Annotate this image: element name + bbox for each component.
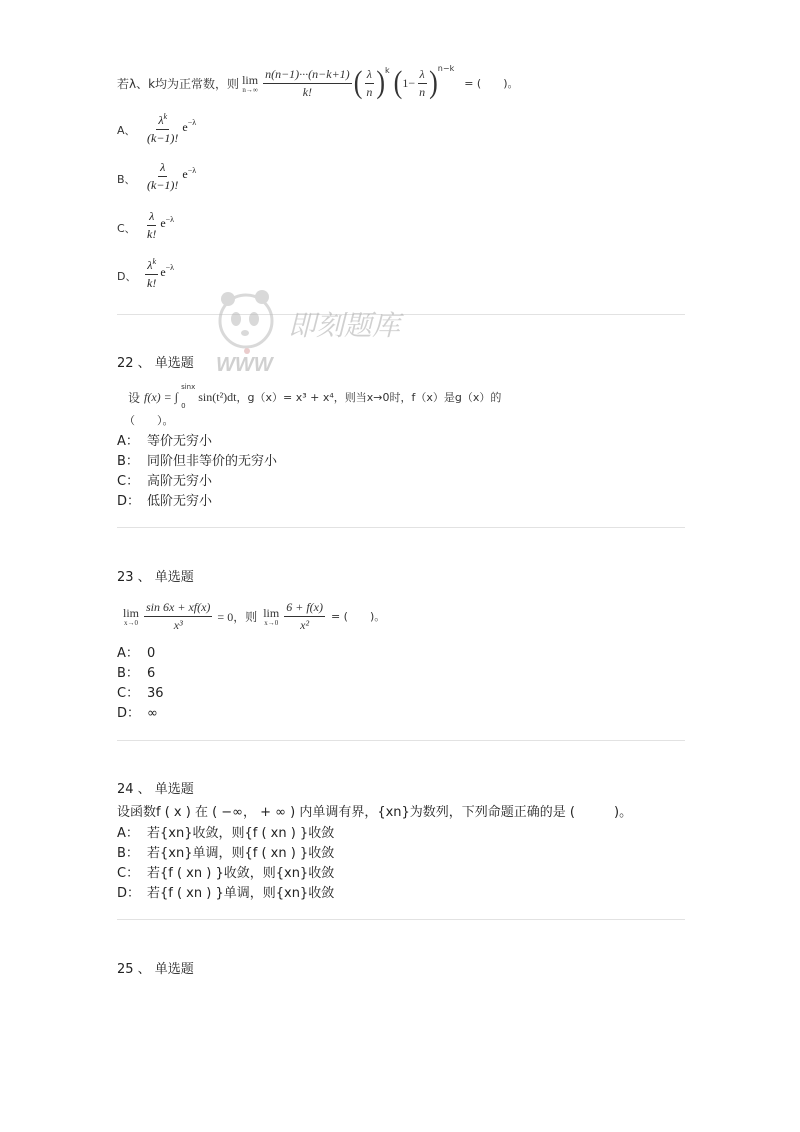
- divider: [117, 740, 685, 741]
- q21-option-c[interactable]: $\frac{\lambda}{k!}$ e $^{-\lambda}$: [147, 209, 175, 241]
- q22-stem-tail: （ ）。: [124, 414, 174, 427]
- q21-option-a[interactable]: $\frac{\lambda^k}{(k-1)!}$ e $^{-\lambda}$: [147, 112, 197, 145]
- q21-option-a-letter: A、: [117, 124, 136, 137]
- q23-header: 23 、 单选题: [117, 570, 194, 585]
- q21-lambda-over-n-2: $\frac{\lambda}{n}$: [419, 66, 426, 99]
- q21-option-d[interactable]: $\frac{\lambda^k}{k!}$ e $^{-\lambda}$: [147, 257, 175, 290]
- q22-stem: 设 f(x) = ∫ sinx 0 sin(t²)dt ，g（x）= x³ + x⁴，则当x→0时，f（x）是g（x）的: [128, 383, 502, 410]
- divider: [117, 314, 685, 315]
- q21-option-d-letter: D、: [117, 270, 137, 283]
- divider: [117, 919, 685, 920]
- q25-header: 25 、 单选题: [117, 962, 194, 977]
- q21-option-b[interactable]: $\frac{\lambda}{(k-1)!}$ e $^{-\lambda}$: [147, 160, 197, 192]
- q22-option-b[interactable]: B： 同阶但非等价的无穷小: [117, 454, 278, 469]
- q21-fraction: $\frac{n(n-1)\cdot\cdot\cdot(n-k+1)}{k!}$: [265, 66, 350, 99]
- q23-option-c[interactable]: C： 36: [117, 686, 164, 701]
- q21-option-b-letter: B、: [117, 173, 136, 186]
- divider: [117, 527, 685, 528]
- q21-limit: lim n→∞: [242, 72, 259, 94]
- q23-option-d[interactable]: D： ∞: [117, 706, 158, 721]
- watermark-sub: WWW: [216, 354, 273, 373]
- q24-stem: 设函数f ( x ) 在 ( −∞， + ∞ ) 内单调有界，{xn}为数列，下列命题正确的是 ( )。: [117, 805, 633, 820]
- q23-option-a[interactable]: A： 0: [117, 646, 156, 661]
- q21-option-c-letter: C、: [117, 222, 136, 235]
- q23-option-b[interactable]: B： 6: [117, 666, 156, 681]
- q24-option-c[interactable]: C： 若{f ( xn ) }收敛，则{xn}收敛: [117, 866, 335, 881]
- watermark-text: 即刻题库: [288, 309, 401, 342]
- q21-stem-prefix: 若λ、k均为正常数，则: [117, 76, 240, 91]
- q21-lambda-over-n: $\frac{\lambda}{n}$: [366, 66, 373, 99]
- q22-option-c[interactable]: C： 高阶无穷小: [117, 474, 213, 489]
- q23-stem: lim x→0 $\frac{\sin 6x + xf(x)}{\text{x³}}$ = 0，则 lim x→0 $\frac{6 + f(x)}{\text{x²}}$ = ( )。: [123, 599, 386, 632]
- panda-logo-icon: [214, 283, 424, 373]
- q22-header: 22 、 单选题: [117, 356, 194, 371]
- watermark: [214, 283, 424, 377]
- q24-option-a[interactable]: A： 若{xn}收敛，则{f ( xn ) }收敛: [117, 826, 335, 841]
- q22-option-a[interactable]: A： 等价无穷小: [117, 434, 213, 449]
- q24-option-b[interactable]: B： 若{xn}单调，则{f ( xn ) }收敛: [117, 846, 335, 861]
- q24-header: 24 、 单选题: [117, 782, 194, 797]
- q22-option-d[interactable]: D： 低阶无穷小: [117, 494, 213, 509]
- q24-option-d[interactable]: D： 若{f ( xn ) }单调，则{xn}收敛: [117, 886, 335, 901]
- q21-stem: 若λ、k均为正常数，则 lim n→∞ $\frac{n(n-1)\cdot\cdot\cdot(n-k+1)}{k!}$ ( $\frac{\lambda}{n}$ ) $^k$ ( 1− $\frac{\lambda}{n}$ ) $^{n-k}$ = ( )。: [117, 64, 519, 100]
